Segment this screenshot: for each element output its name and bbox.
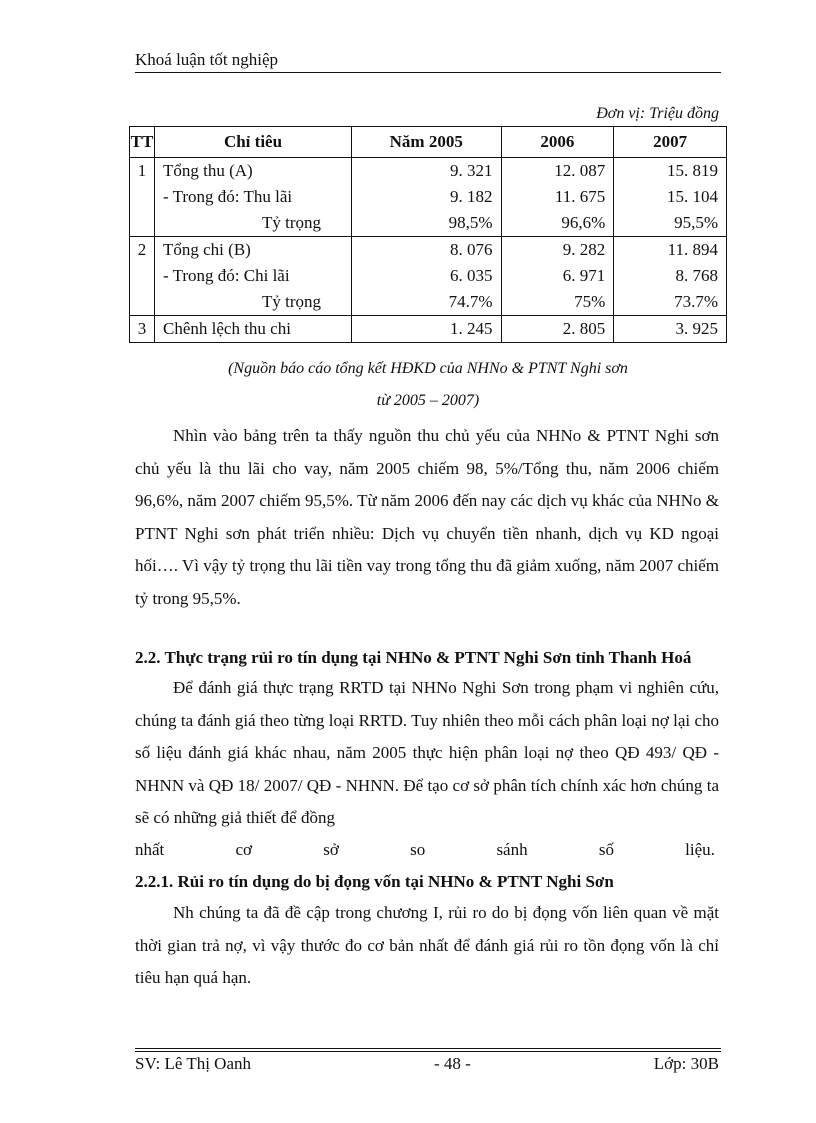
footer-class: Lớp: 30B — [653, 1054, 719, 1073]
header-indicator: Chỉ tiêu — [155, 127, 352, 158]
row-value-2006: 2. 805 — [501, 316, 614, 343]
header-2005: Năm 2005 — [352, 127, 502, 158]
row-number: 2 — [130, 237, 155, 316]
word: sánh — [496, 840, 528, 859]
header-2006: 2006 — [501, 127, 614, 158]
table-row — [130, 316, 727, 343]
header-tt: TT — [130, 127, 155, 158]
word: cơ — [235, 840, 253, 859]
section-heading-2-2: 2.2. Thực trạng rủi ro tín dụng tại NHNo & PTNT Nghi Sơn tỉnh Thanh Hoá — [135, 648, 692, 667]
row-value-2005: 9. 321 9. 182 98,5% — [352, 158, 502, 237]
table-row — [130, 237, 727, 316]
row-number: 3 — [130, 316, 155, 343]
income-expense-table — [129, 126, 727, 343]
row-value-2007: 11. 894 8. 768 73.7% — [614, 237, 727, 316]
row-indicator: Tổng thu (A) - Trong đó: Thu lãi Tỷ trọng — [155, 158, 352, 237]
paragraph-stagnant-capital: Nh chúng ta đã đề cập trong chương I, rủi ro do bị đọng vốn liên quan về mặt thời gian trả nợ, vì vậy thước đo cơ bản nhất để đánh giá rủi ro tồn đọng vốn là chỉ tiêu hạn quá hạn. — [135, 903, 719, 987]
word: sở — [323, 840, 339, 859]
table-header-row — [130, 127, 727, 158]
paragraph-last-line — [135, 840, 715, 860]
table-row — [130, 158, 727, 237]
footer-rule — [135, 1048, 721, 1049]
word: nhất — [135, 840, 165, 859]
page-footer — [135, 1054, 719, 1074]
table-unit-label: Đơn vị: Triệu đồng — [596, 105, 719, 122]
row-value-2007: 3. 925 — [614, 316, 727, 343]
word: liệu. — [685, 840, 715, 859]
row-value-2007: 15. 819 15. 104 95,5% — [614, 158, 727, 237]
footer-rule-second — [135, 1051, 721, 1052]
table-source-line2: từ 2005 – 2007) — [376, 392, 480, 409]
word: so — [410, 840, 426, 859]
paragraph-credit-risk-intro: Để đánh giá thực trạng RRTD tại NHNo Nghi Sơn trong phạm vi nghiên cứu, chúng ta đánh giá theo từng loại RRTD. Tuy nhiên theo mỗi cách phân loại nợ lại cho số liệu đánh giá khác nhau, năm 2005 thực hiện phân loại nợ theo QĐ 493/ QĐ - NHNN và QĐ 18/ 2007/ QĐ - NHNN. Để tạo cơ sở phân tích chính xác hơn chúng ta sẽ có những giả thiết để đồng — [135, 678, 719, 827]
row-indicator: Tổng chi (B) - Trong đó: Chi lãi Tỷ trọng — [155, 237, 352, 316]
footer-student-name: SV: Lê Thị Oanh — [135, 1054, 251, 1073]
footer-page-number: - 48 - — [433, 1054, 471, 1073]
row-value-2006: 12. 087 11. 675 96,6% — [501, 158, 614, 237]
page-header-title: Khoá luận tốt nghiệp — [135, 50, 279, 69]
paragraph-revenue-analysis: Nhìn vào bảng trên ta thấy nguồn thu chủ yếu của NHNo & PTNT Nghi sơn chủ yếu là thu lãi cho vay, năm 2005 chiếm 98, 5%/Tổng thu, năm 2006 chiếm 96,6%, năm 2007 chiếm 95,5%. Từ năm 2006 đến nay các dịch vụ khác của NHNo & PTNT Nghi sơn phát triển nhiều: Dịch vụ chuyển tiền nhanh, dịch vụ KD ngoại hối…. Vì vậy tỷ trọng thu lãi tiền vay trong tổng thu đã giảm xuống, năm 2007 chiếm tỷ trong 95,5%. — [135, 426, 719, 608]
table-source-line1: (Nguồn báo cáo tổng kết HĐKD của NHNo & PTNT Nghi sơn — [228, 360, 628, 377]
header-2007: 2007 — [614, 127, 727, 158]
header-rule — [135, 72, 721, 73]
row-indicator: Chênh lệch thu chi — [155, 316, 352, 343]
row-value-2005: 1. 245 — [352, 316, 502, 343]
section-heading-2-2-1: 2.2.1. Rủi ro tín dụng do bị đọng vốn tại NHNo & PTNT Nghi Sơn — [135, 872, 614, 891]
row-number: 1 — [130, 158, 155, 237]
row-value-2006: 9. 282 6. 971 75% — [501, 237, 614, 316]
word: số — [598, 840, 614, 859]
row-value-2005: 8. 076 6. 035 74.7% — [352, 237, 502, 316]
